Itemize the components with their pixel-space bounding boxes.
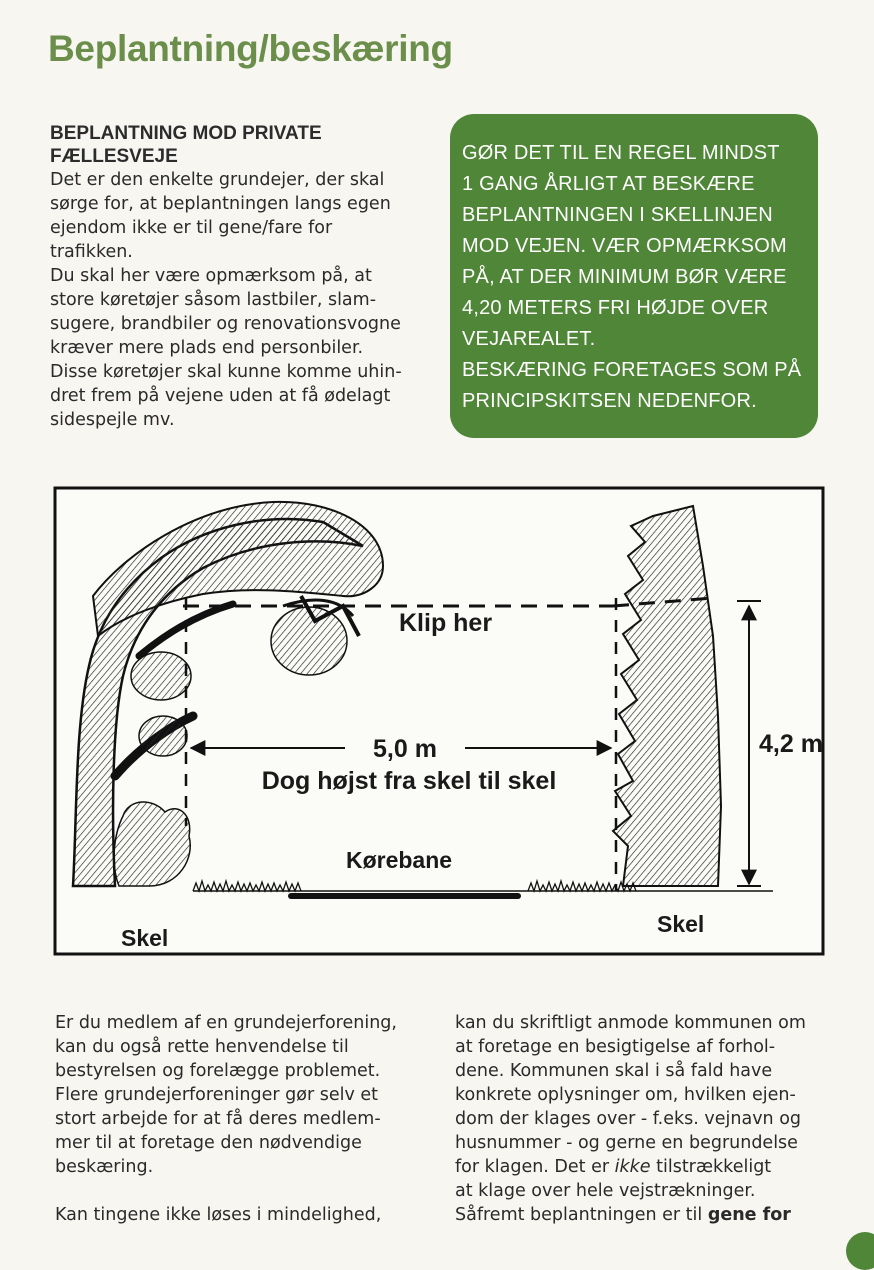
body-line: Flere grundejerforeninger gør selv et	[55, 1085, 379, 1105]
intro-line: kræver mere plads end personbiler.	[50, 338, 364, 358]
intro-section	[50, 122, 430, 432]
road-label: Kørebane	[345, 847, 453, 873]
paragraph-gap	[55, 1179, 397, 1203]
body-line: Er du medlem af en grundejerforening,	[55, 1013, 397, 1033]
callout-line: GØR DET TIL EN REGEL MINDST	[462, 142, 780, 164]
intro-line: ejendom ikke er til gene/fare for	[50, 218, 333, 238]
page-corner-marker	[846, 1232, 874, 1270]
body-line: husnummer - og gerne en begrundelse	[455, 1133, 798, 1153]
boundary-label-left: Skel	[121, 925, 169, 951]
intro-line: sugere, brandbiler og renovationsvogne	[50, 314, 401, 334]
body-column-right	[455, 1011, 806, 1227]
intro-line: Det er den enkelte grundejer, der skal	[50, 170, 385, 190]
body-line: Kan tingene ikke løses i mindelighed,	[55, 1205, 382, 1225]
intro-line: Disse køretøjer skal kunne komme uhin-	[50, 362, 402, 382]
pruning-diagram-svg	[53, 486, 825, 956]
body-line: dom der klages over - f.eks. vejnavn og	[455, 1109, 802, 1129]
body-line: dene. Kommunen skal i så fald have	[455, 1061, 773, 1081]
bold-text: gene for	[707, 1205, 791, 1225]
body-line: kan du også rette henvendelse til	[55, 1037, 349, 1057]
intro-line: sidespejle mv.	[50, 410, 175, 430]
body-line: mer til at foretage den nødvendige	[55, 1133, 362, 1153]
body-line-with-bold	[455, 1203, 806, 1227]
body-line: konkrete oplysninger om, hvilken ejen-	[455, 1085, 796, 1105]
body-line: at foretage en besigtigelse af forhol-	[455, 1037, 776, 1057]
clip-label: Klip her	[399, 609, 493, 637]
callout-line: BESKÆRING FORETAGES SOM PÅ	[462, 359, 802, 381]
body-text: Såfremt beplantningen er til	[455, 1205, 708, 1225]
body-line: stort arbejde for at få deres medlem-	[55, 1109, 381, 1129]
boundary-label-right: Skel	[657, 911, 705, 937]
intro-line: store køretøjer såsom lastbiler, slam-	[50, 290, 377, 310]
width-label: 5,0 m	[373, 735, 437, 763]
body-line: kan du skriftligt anmode kommunen om	[455, 1013, 806, 1033]
callout-line: VEJAREALET.	[462, 328, 596, 350]
callout-line: BEPLANTNINGEN I SKELLINJEN	[462, 204, 773, 226]
body-line: at klage over hele vejstrækninger.	[455, 1181, 756, 1201]
pruning-diagram	[53, 486, 825, 956]
intro-text	[50, 168, 430, 432]
page-title: Beplantning/beskæring	[48, 28, 453, 69]
body-line-with-emphasis	[455, 1155, 806, 1179]
body-line: bestyrelsen og forelægge problemet.	[55, 1061, 381, 1081]
intro-heading	[50, 122, 430, 168]
body-text: for klagen. Det er	[455, 1157, 615, 1177]
intro-heading-line: FÆLLESVEJE	[50, 146, 178, 167]
intro-heading-line: BEPLANTNING MOD PRIVATE	[50, 123, 322, 144]
callout-line: 4,20 METERS FRI HØJDE OVER	[462, 297, 769, 319]
width-caption: Dog højst fra skel til skel	[261, 767, 557, 795]
body-text: tilstrækkeligt	[650, 1157, 772, 1177]
body-column-left	[55, 1011, 397, 1227]
callout-line: MOD VEJEN. VÆR OPMÆRKSOM	[462, 235, 787, 257]
callout-line: PÅ, AT DER MINIMUM BØR VÆRE	[462, 266, 787, 288]
intro-line: Du skal her være opmærksom på, at	[50, 266, 372, 286]
height-label: 4,2 m	[759, 730, 823, 758]
callout-line: 1 GANG ÅRLIGT AT BESKÆRE	[462, 173, 755, 195]
intro-line: trafikken.	[50, 242, 133, 262]
body-line: beskæring.	[55, 1157, 154, 1177]
intro-line: dret frem på vejene uden at få ødelagt	[50, 386, 391, 406]
callout-line: PRINCIPSKITSEN NEDENFOR.	[462, 390, 757, 412]
intro-line: sørge for, at beplantningen langs egen	[50, 194, 391, 214]
emphasis-text: ikke	[614, 1157, 651, 1177]
callout-box	[450, 114, 818, 438]
